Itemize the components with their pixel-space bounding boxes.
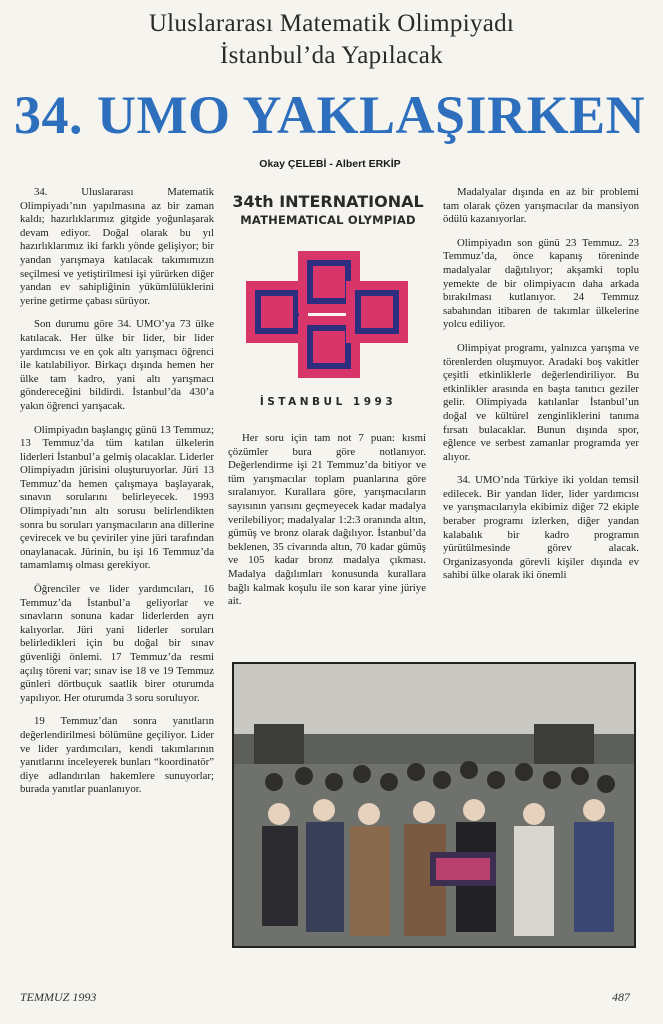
paragraph: Olimpiyat programı, yalnızca yarışma ve törenlerden oluşmuyor. Aradaki boş vakitler çeşitli etkinliklerle değerlendiriliyor. Bu etkinlikler arasında en başta tanıtıcı geziler gelir. Olimpiyada katılanlar İstanbul’un doğal ve kültürel zenginliklerini tanıma fırsatı bulacaklar. Bunun dışında spor, eğlence ve serbest zamanlar programda yer alıyor. [443,341,639,463]
kicker-line-2: İstanbul’da Yapılacak [220,42,443,69]
page-number: 487 [612,990,630,1004]
group-photo-image [234,664,634,946]
paragraph: 34. Uluslararası Matematik Olimpiyadı’nın yapılmasına az bir zaman kaldı; hazırlıklarımız gitgide yoğunlaşarak devam ediyor. Doğal olarak bu yıl hazırlıklarımız iki farklı yönde gelişiyor; bir yandan yarışmaya katılacak takımımızın seçilmesi ve yetiştirilmesi işi yürürken diğer yandan ev sahipliğinin yükümlülüklerini yerine getirme çabası sürüyor. [20,186,214,307]
kicker-line-1: Uluslararası Matematik Olimpiyadı [148,10,515,37]
headline: 34. UMO YAKLAŞIRKEN [14,85,646,145]
paragraph: Her soru için tam not 7 puan: kısmi çözümler bura göre notlanıyor. Değerlendirme işi 21 Temmuz’da bitiyor ve tüm yarışmacılar toplam puanlarına göre sıralanıyor. Kurallara göre, yarışmacıların sayısının yarısını geçmeyecek kadar madalya verilebiliyor; madalyalar 1:2:3 oranında altın, gümüş ve bronz olarak dağılıyor. İstanbul’da beklenen, 35 civarında altın, 70 kadar gümüş ve 105 kadar bronz madalya çıkması. Madalya dağılımları konusunda kurallara bağlı kalmak koşulu ile son karar yine jüriye ait. [228,432,426,608]
article-column-1 [20,186,214,807]
paragraph: 19 Temmuz’dan sonra yanıtların değerlendirilmesi bölümüne geçiliyor. Lider ve lider yardımcıları, kendi takımlarının yanıtlarını inceleyerek bunları “koordinatör” diye adlandırılan hakemlere sunuyorlar; burada yanıtlar puanlanıyor. [20,715,214,796]
article-column-2 [228,432,426,619]
logo-title [230,192,426,230]
logo-title-line-2: MATHEMATICAL OLYMPIAD [240,213,416,227]
article-column-3 [443,186,639,593]
paragraph: Madalyalar dışında en az bir problemi tam olarak çözen yarışmacılar da mansiyon ödülü kazanıyorlar. [443,186,639,226]
logo-title-line-1: 34th INTERNATIONAL [232,192,424,211]
paragraph: Olimpiyadın başlangıç günü 13 Temmuz; 13 Temmuz’da tüm katılan ülkelerin liderleri İstanbul’a gelmiş olacaklar. Liderler Olimpiyadın jürisini oluşturuyorlar. Jüri 13 Temmuz’da hemen çalışmaya başlayarak, sınavın sorularını belirleyecek. 1993 Olimpiyadı’nın altı sorusu belirlendikten sonra bu soruları yarışmacıların ana dillerine çevirecek ve bu çeviriler yine jüri tarafından onaylanacak. Jürinin, bu işi 16 Temmuz’da tamamlamış olması gerekiyor. [20,423,214,572]
olympiad-logo [230,186,426,418]
paragraph: Son durumu göre 34. UMO’ya 73 ülke katılacak. Her ülke bir lider, bir lider yardımcısı ve en çok altı yarışmacı öğrenci ile katılabiliyor. Birkaçı dışında hemen her ülke tam kadro, yani altı yarışmacı göndereceğini bildirdi. İstanbul’da 430’a yakın öğrenci yarışacak. [20,318,214,412]
paragraph: Öğrenciler ve lider yardımcıları, 16 Temmuz’da İstanbul’a geliyorlar ve sınavların sonuna kadar liderlerden ayrı kalıyorlar. Jüri yani liderler soruları belirledikleri için bu doğal bir sınav güvenliği önlemi. 17 Temmuz’da resmi açılış töreni var; sınav ise 18 ve 19 Temmuz günleri dörtbuçuk saatlik birer oturumda yapılıyor. Her oturumda 3 soru soruluyor. [20,583,214,704]
issue-date: TEMMUZ 1993 [20,990,97,1004]
olympiad-emblem-icon [238,241,418,391]
byline: Okay ÇELEBİ - Albert ERKİP [259,158,401,170]
group-photo [232,662,636,948]
logo-city-year: İSTANBUL 1993 [259,396,397,408]
paragraph: 34. UMO’nda Türkiye iki yoldan temsil edilecek. Bir yandan lider, lider yardımcısı ve yarışmacılarıyla ekibimiz diğer 72 ekiple beraber programı izlerken, diğer yandan kalabalık bir kadro programın yürütülmesinde görev alacak. Organizasyonda görevli kişiler dışında ev sahibi ülke olarak iki önemli [443,474,639,582]
paragraph: Olimpiyadın son günü 23 Temmuz. 23 Temmuz’da, önce kapanış töreninde madalyalar dağıtılıyor; akşamki toplu yemekte de bir olimpiyacın daha arkada bırakılması kutlanıyor. 24 Temmuz sabahından itibaren de takımlar ülkelerine yolcu ediliyor. [443,236,639,331]
